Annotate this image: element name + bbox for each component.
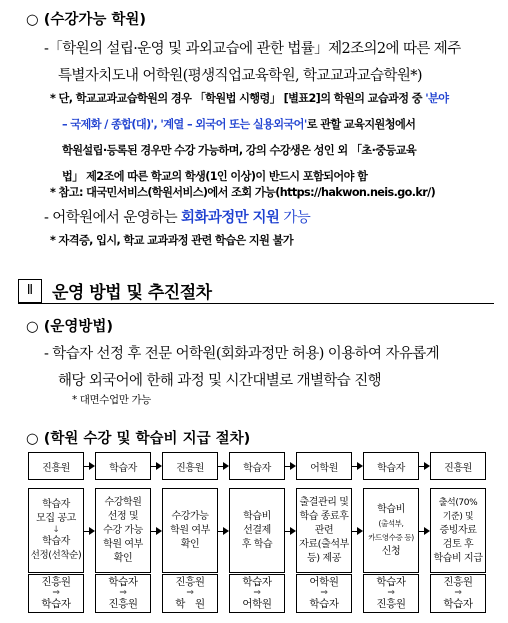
note-line1-text: * 단, 학교교과교습학원의 경우 「학원법 시행령」 [별표2]의 학원의 교습과정 중 bbox=[50, 92, 426, 105]
process-step-7 bbox=[430, 488, 486, 573]
flow-to: 학습자 bbox=[309, 598, 339, 610]
note-line4-text: 법」 제2조에 따른 학교의 학생(1인 이상)이 반드시 포함되어야 함 bbox=[62, 170, 368, 183]
note-line2-text: 로 관할 교육지원청에서 bbox=[306, 118, 416, 131]
process-step-text: 선정(선착순) bbox=[30, 550, 82, 561]
flow-arrow-icon: ⇒ bbox=[119, 588, 127, 598]
flow-to: 어학원 bbox=[242, 598, 272, 610]
process-step-1 bbox=[28, 488, 84, 573]
process-step-text: 수강가능 bbox=[171, 510, 209, 522]
note-line2-highlight: – 국제화 / 종합(대)', '계열 – 외국어 또는 실용외국어' bbox=[62, 118, 307, 131]
process-header-1: 진흥원 bbox=[28, 452, 84, 480]
process-flow-4 bbox=[229, 574, 285, 613]
process-step-text: 학습비 bbox=[377, 503, 405, 515]
note-school-academy bbox=[50, 86, 500, 190]
process-step-text: 수강 가능 bbox=[103, 524, 143, 536]
section-number-box: Ⅱ bbox=[18, 279, 42, 303]
process-step-5 bbox=[296, 488, 352, 573]
process-step-2 bbox=[95, 488, 151, 573]
method-text-line2: 해당 외국어에 한해 과정 및 시간대별로 개별학습 진행 bbox=[58, 373, 382, 389]
flow-from: 학습자 bbox=[242, 576, 272, 588]
flow-arrow-icon: ⇒ bbox=[186, 588, 194, 598]
note-not-supported: * 자격증, 입시, 학교 교과과정 관련 학습은 지원 불가 bbox=[50, 234, 294, 247]
method-text-line1: - 학습자 선정 후 전문 어학원(회화과정만 허용) 이용하여 자유롭게 bbox=[44, 346, 440, 362]
flow-arrow-icon: ⇒ bbox=[387, 588, 395, 598]
process-step-text: 학원 여부 bbox=[170, 524, 210, 536]
flow-from: 어학원 bbox=[309, 576, 339, 588]
process-step-text: 학습자 bbox=[42, 499, 70, 510]
section-heading-academies: ○ (수강가능 학원) bbox=[26, 12, 147, 28]
process-step-4 bbox=[229, 488, 285, 573]
process-step-text: 검토 후 bbox=[442, 538, 474, 550]
process-step-text: (출석부, bbox=[378, 518, 404, 528]
process-step-text: 학원 여부 bbox=[103, 538, 143, 550]
flow-to: 학습자 bbox=[41, 598, 71, 610]
process-step-text: 카드영수증 등) bbox=[368, 532, 414, 542]
process-header-6: 학습자 bbox=[363, 452, 419, 480]
process-step-text: 출석(70% bbox=[438, 497, 478, 508]
process-step-text: 등) 제공 bbox=[306, 552, 342, 564]
flow-arrow-icon: ⇒ bbox=[52, 588, 60, 598]
process-header-5: 어학원 bbox=[296, 452, 352, 480]
section-title: 운영 방법 및 추진절차 bbox=[52, 283, 212, 303]
process-step-text: 신청 bbox=[381, 545, 401, 557]
conversation-text-pre: - 어학원에서 운영하는 bbox=[44, 210, 181, 226]
flow-from: 학습자 bbox=[108, 576, 138, 588]
method-note: * 대면수업만 가능 bbox=[72, 394, 151, 406]
process-step-3 bbox=[162, 488, 218, 573]
flow-from: 학습자 bbox=[376, 576, 406, 588]
process-flow-3 bbox=[162, 574, 218, 613]
process-header-4: 학습자 bbox=[229, 452, 285, 480]
process-step-text: 수강학원 bbox=[104, 496, 142, 508]
flow-to: 진흥원 bbox=[108, 598, 138, 610]
flow-to: 진흥원 bbox=[376, 598, 406, 610]
process-step-text: 관련 bbox=[314, 524, 334, 536]
flow-from: 진흥원 bbox=[175, 576, 205, 588]
process-step-text: 학습비 bbox=[243, 510, 271, 522]
process-step-text: 확인 bbox=[180, 538, 200, 550]
eligibility-text-line1: -「학원의 설립·운영 및 과외교습에 관한 법률」제2조의2에 따른 제주 bbox=[44, 41, 461, 57]
process-step-text: 확인 bbox=[113, 552, 133, 564]
process-step-text: 자료(출석부 bbox=[299, 538, 349, 550]
process-flow-5 bbox=[296, 574, 352, 613]
down-arrow-icon: ↓ bbox=[52, 525, 60, 535]
flow-from: 진흥원 bbox=[443, 576, 473, 588]
process-flow-6 bbox=[363, 574, 419, 613]
conversation-only-text bbox=[44, 206, 310, 227]
flow-from: 진흥원 bbox=[41, 576, 71, 588]
conversation-text-post: 가능 bbox=[279, 210, 311, 226]
process-header-7: 진흥원 bbox=[430, 452, 486, 480]
process-header-3: 진흥원 bbox=[162, 452, 218, 480]
process-step-text: 선결제 bbox=[243, 524, 271, 536]
flow-to: 학습자 bbox=[443, 598, 473, 610]
process-step-text: 학습비 지급 bbox=[433, 552, 483, 564]
method-heading: ○ (운영방법) bbox=[26, 319, 113, 335]
process-flow-2 bbox=[95, 574, 151, 613]
process-step-text: 후 학습 bbox=[241, 538, 273, 550]
section-divider bbox=[18, 303, 494, 304]
flow-arrow-icon: ⇒ bbox=[454, 588, 462, 598]
process-step-text: 모집 공고 bbox=[36, 513, 76, 524]
note-line3-text: 학원설립·등록된 경우만 수강 가능하며, 강의 수강생은 성인 외 「초·중등교육 bbox=[62, 144, 417, 157]
process-step-text: 학습자 bbox=[42, 536, 70, 547]
process-flow-1 bbox=[28, 574, 84, 613]
process-header-2: 학습자 bbox=[95, 452, 151, 480]
process-step-text: 출결관리 및 bbox=[299, 496, 349, 508]
flow-arrow-icon: ⇒ bbox=[320, 588, 328, 598]
note-reference-link: * 참고: 대국민서비스(학원서비스)에서 조회 가능(https://hakwon.neis.go.kr/) bbox=[50, 186, 436, 199]
note-line1-highlight: '분야 bbox=[425, 92, 449, 105]
process-flow-7 bbox=[430, 574, 486, 613]
eligibility-text-line2: 특별자치도내 어학원(평생직업교육학원, 학교교과교습학원*) bbox=[58, 68, 422, 84]
process-step-text: 기준) 및 bbox=[442, 511, 474, 522]
process-heading: ○ (학원 수강 및 학습비 지급 절차) bbox=[26, 431, 251, 447]
process-step-text: 학습 종료후 bbox=[299, 510, 349, 522]
process-step-text: 선정 및 bbox=[107, 510, 139, 522]
flow-arrow-icon: ⇒ bbox=[253, 588, 261, 598]
flow-to: 학 원 bbox=[175, 598, 205, 610]
process-step-6 bbox=[363, 488, 419, 573]
conversation-text-highlight: 회화과정만 지원 bbox=[181, 210, 280, 226]
process-step-text: 증빙자료 bbox=[439, 524, 477, 536]
